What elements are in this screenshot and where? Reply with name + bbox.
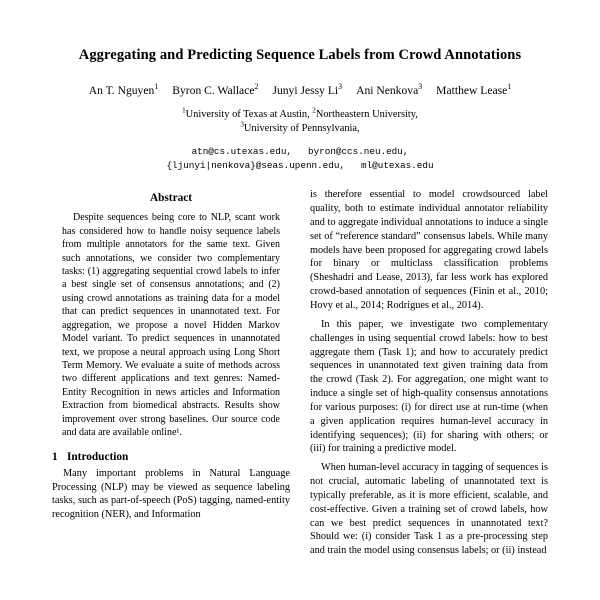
email-line	[52, 159, 548, 172]
abstract-block	[52, 211, 290, 439]
author: Byron C. Wallace$^2$	[172, 82, 259, 98]
author: Ani Nenkova$^3$	[356, 82, 423, 98]
body-columns	[52, 188, 548, 563]
author: Junyi Jessy Li$^3$	[272, 82, 343, 98]
author-affil-mark: 3	[338, 82, 343, 92]
email-address[interactable]: ml@utexas.edu	[361, 159, 434, 171]
right-column	[310, 188, 548, 563]
email-address[interactable]: byron@ccs.neu.edu,	[308, 146, 409, 158]
paragraph: In this paper, we investigate two complementary challenges in using sequential crowd labels: how to best aggregate them (Task 1); and how to accurately predict sequences in unannotated text given training data from the crowd (Task 2). For aggregation, one might want to induce a single set of high-quality consensus annotations for various purposes: (i) for direct use at run-time (when a given application requires human-level accuracy in identifying sequences); (ii) for sharing with others; or (iii) for training a predictive model.	[310, 318, 548, 455]
email-address[interactable]: atn@cs.utexas.edu,	[191, 146, 292, 158]
email-line	[52, 145, 548, 158]
paragraph: When human-level accuracy in tagging of sequences is not crucial, automatic labeling of unannotated text is typically preferable, as it is more efficient, scalable, and cost-effective. Given a training set of crowd labels, how can we best predict sequences in unannotated text? Should we: (i) consider Task 1 as a pre-processing step and train the model using consensus labels; or (ii) instead	[310, 462, 548, 557]
author-affil-mark: 1	[154, 82, 159, 92]
email-address[interactable]: {ljunyi|nenkova}@seas.upenn.edu,	[166, 159, 345, 171]
author-affil-mark: 1	[507, 82, 512, 92]
email-list	[52, 145, 548, 172]
section-number: 1	[52, 450, 58, 463]
author: An T. Nguyen$^1$	[88, 82, 159, 98]
paragraph: Many important problems in Natural Language Processing (NLP) may be viewed as sequence labeling tasks, such as part-of-speech (PoS) tagging, named-entity recognition (NER), and Information	[52, 467, 290, 521]
affiliation-list	[52, 108, 548, 136]
author: Matthew Lease$^1$	[436, 82, 512, 98]
affiliation-line: $^1$University of Texas at Austin, $^2$Northeastern University,	[182, 106, 418, 121]
section-heading-introduction	[52, 451, 290, 463]
abstract-heading: Abstract	[149, 192, 193, 205]
author-affil-mark: 2	[254, 82, 259, 92]
section-title: Introduction	[67, 450, 129, 463]
abstract-text: Despite sequences being core to NLP, scant work has considered how to handle noisy sequence labels from multiple annotators for the same text. Given such annotations, we consider two complementary tasks: (1) aggregating sequential crowd labels to infer a best single set of consensus annotations; and (2) using crowd annotations as training data for a model that can predict sequences in unannotated text. For aggregation, we propose a novel Hidden Markov Model variant. To predict sequences in unannotated text, we propose a neural approach using Long Short Term Memory. We evaluate a suite of methods across two different applications and text genres: Named-Entity Recognition in news articles and Information Extraction from biomedical abstracts. Results show improvement over strong baselines. Our source code and data are available online¹.	[62, 212, 280, 439]
page-title: Aggregating and Predicting Sequence Labels from Crowd Annotations	[78, 47, 522, 63]
author-list	[52, 83, 548, 98]
paragraph: is therefore essential to model crowdsourced label quality, both to estimate individual annotator reliability and to aggregate individual annotations to induce a single set of “reference standard” consensus labels. While many models have been proposed for aggregating crowd labels for binary or multiclass classification problems (Sheshadri and Lease, 2013), far less work has explored crowd-based annotation of sequences (Finin et al., 2010; Hovy et al., 2014; Rodrigues et al., 2014).	[310, 189, 548, 311]
left-column	[52, 188, 290, 563]
affiliation-line: $^3$University of Pennsylvania,	[240, 120, 360, 135]
author-affil-mark: 3	[418, 82, 423, 92]
